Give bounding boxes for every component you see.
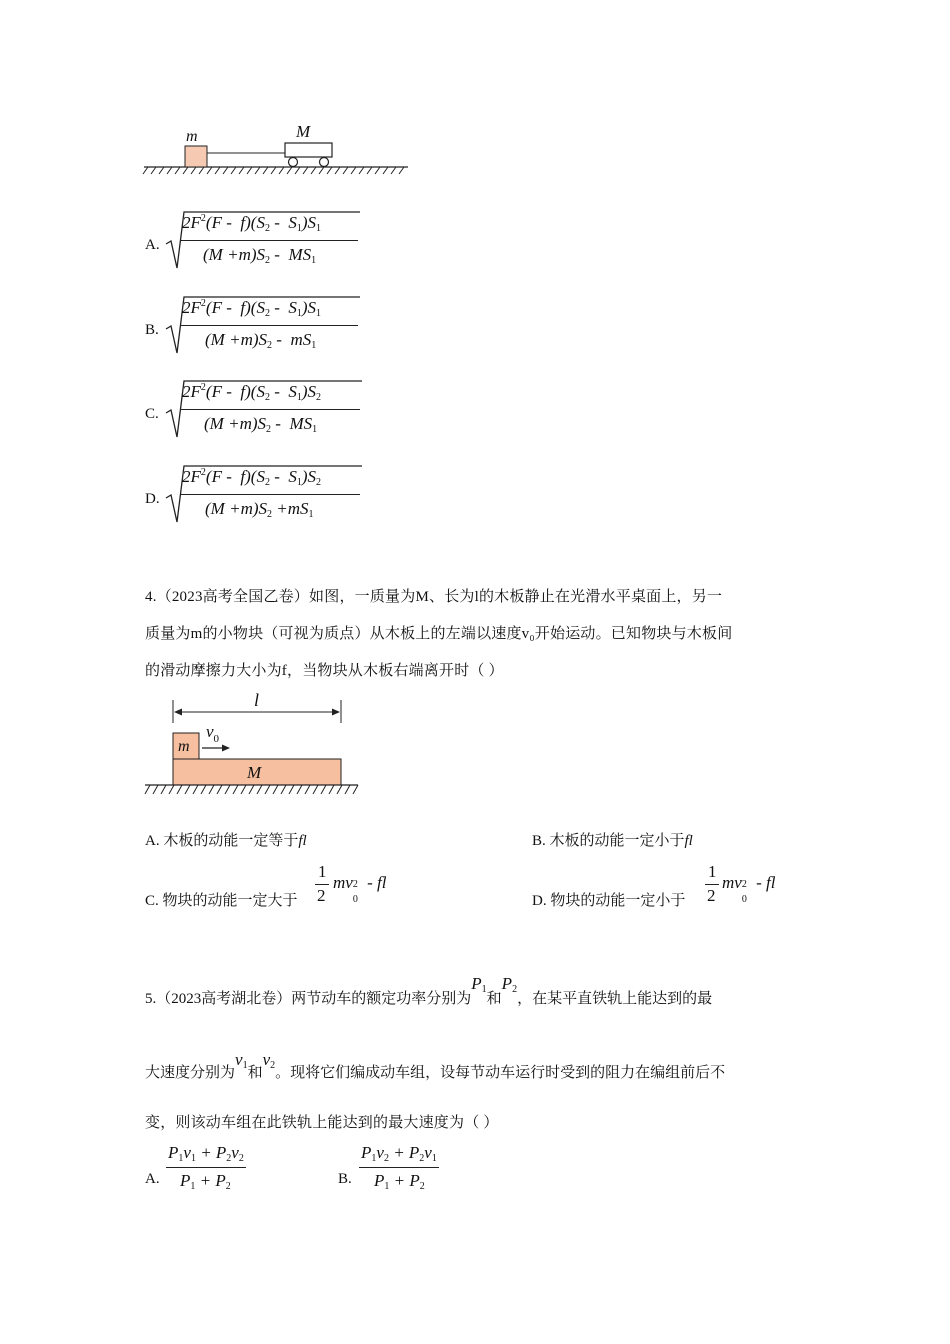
q5-stem-line-2: 大速度分别为$v_1$和$v_2$。现将它们编成动车组，设每节动车运行时受到的阻力在编组前后不 [145, 1050, 726, 1081]
numerator: $P_1v_2 + P_2v_1$ [361, 1143, 437, 1164]
frac-denominator: 2 [317, 886, 326, 905]
numerator: $2F^2(F - f)(S_2 - S_1)S_1$ [182, 298, 322, 319]
label-M: M [296, 122, 311, 141]
option-letter: B. [338, 1171, 352, 1187]
denominator: $(M +m)S_2 - MS_1$ [204, 414, 318, 435]
label-m: m [178, 738, 190, 755]
fraction-bar [180, 325, 358, 326]
frac-numerator: 1 [708, 862, 717, 881]
option-a-math: fl [298, 833, 307, 849]
q5-stem-line-1: 5.（2023高考湖北卷）两节动车的额定功率分别为$P_1$和$P_2$，在某平直铁轨上能达到的最 [145, 974, 713, 1007]
frac-tail: mv 2 0 - fl [722, 873, 776, 905]
q4-stem-line-2: 质量为m的小物块（可视为质点）从木板上的左端以速度v₀开始运动。已知物块与木板间 [145, 626, 733, 642]
label-v0: $v_0$ [206, 722, 220, 745]
numerator: $2F^2(F - f)(S_2 - S_1)S_2$ [182, 467, 322, 488]
fraction-bar [359, 1167, 439, 1168]
frac-numerator: 1 [318, 862, 327, 881]
figure-block-on-board [140, 686, 365, 801]
fraction-bar [705, 884, 719, 885]
frac-tail: mv 2 0 - fl [333, 873, 387, 905]
fraction-bar [180, 240, 358, 241]
q4-option-a[interactable] [145, 829, 307, 850]
option-letter: A. [145, 237, 160, 253]
option-a-text: A. 木板的动能一定等于 [145, 833, 299, 849]
option-b-math: fl [684, 833, 693, 849]
denominator: $(M +m)S_2 - MS_1$ [203, 245, 317, 266]
fraction-bar [315, 884, 329, 885]
option-letter: C. [145, 406, 159, 422]
frac-denominator: 2 [707, 886, 716, 905]
label-m: m [186, 128, 198, 145]
denominator: $P_1 + P_2$ [180, 1171, 231, 1192]
q4-stem-line-1: 4.（2023高考全国乙卷）如图，一质量为M、长为l的木板静止在光滑水平桌面上，另一 [145, 589, 723, 605]
option-letter: A. [145, 1171, 160, 1187]
label-M: M [247, 763, 262, 782]
numerator: $2F^2(F - f)(S_2 - S_1)S_1$ [182, 213, 322, 234]
option-c-text: C. 物块的动能一定大于 [145, 893, 298, 909]
fraction-bar [180, 494, 360, 495]
numerator: $2F^2(F - f)(S_2 - S_1)S_2$ [182, 382, 322, 403]
q5-stem-line-3: 变，则该动车组在此铁轨上能达到的最大速度为（ ） [145, 1115, 499, 1131]
option-b-text: B. 木板的动能一定小于 [532, 833, 685, 849]
q4-stem-line-3: 的滑动摩擦力大小为f，当物块从木板右端离开时（ ） [145, 663, 504, 679]
fraction-bar [166, 1167, 246, 1168]
cart-M [285, 143, 332, 157]
label-l: l [254, 690, 260, 710]
figure-block-and-cart [140, 118, 415, 180]
numerator: $P_1v_1 + P_2v_2$ [168, 1143, 244, 1164]
fraction-bar [180, 409, 360, 410]
q4-option-b[interactable] [532, 829, 693, 850]
option-letter: D. [145, 491, 160, 507]
denominator: $(M +m)S_2 +mS_1$ [205, 499, 314, 520]
denominator: $P_1 + P_2$ [374, 1171, 425, 1192]
option-d-text: D. 物块的动能一定小于 [532, 893, 686, 909]
option-letter: B. [145, 322, 159, 338]
denominator: $(M +m)S_2 - mS_1$ [205, 330, 317, 351]
block-m [185, 146, 207, 167]
